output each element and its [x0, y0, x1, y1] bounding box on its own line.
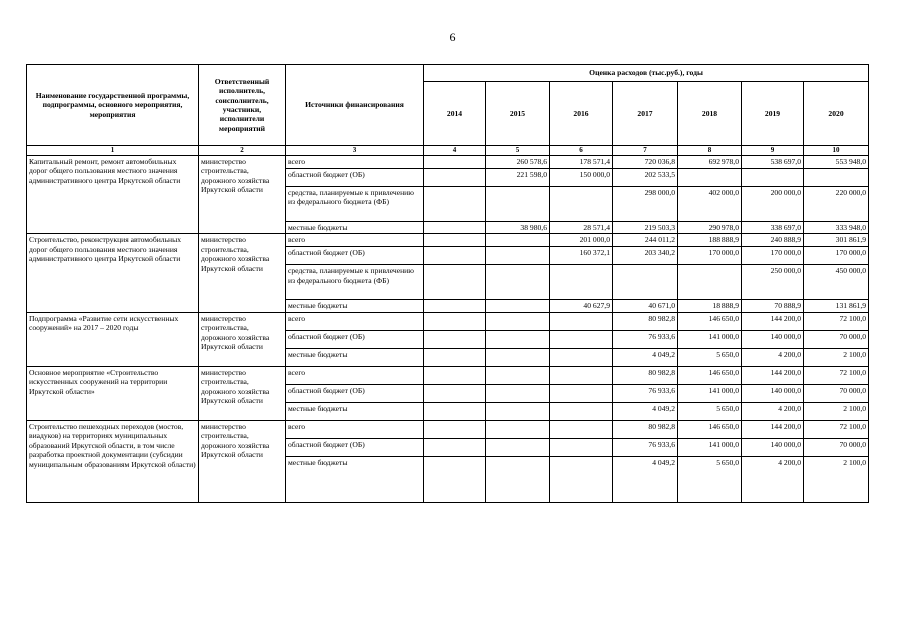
expense-value: 144 200,0 [742, 366, 804, 384]
table-row [27, 420, 869, 438]
expense-value [550, 265, 613, 300]
expense-value [742, 169, 804, 187]
column-number: 4 [424, 146, 486, 156]
expense-value [486, 312, 550, 330]
expense-value [486, 247, 550, 265]
funding-source: областной бюджет (ОБ) [286, 169, 424, 187]
expense-value [550, 312, 613, 330]
expense-value [424, 156, 486, 169]
expense-value [678, 265, 742, 300]
header-estimate: Оценка расходов (тыс.руб.), годы [424, 65, 869, 82]
column-number: 9 [742, 146, 804, 156]
expense-value: 76 933,6 [613, 438, 678, 456]
expense-value: 72 100,0 [804, 366, 869, 384]
responsible-executor: министерство строительства, дорожного хозяйства Иркутской области [199, 420, 286, 502]
expense-value: 70 000,0 [804, 330, 869, 348]
expense-value: 188 888,9 [678, 234, 742, 247]
expense-value [486, 456, 550, 502]
expense-value: 144 200,0 [742, 420, 804, 438]
expense-value [486, 234, 550, 247]
expense-value [424, 366, 486, 384]
expense-value [424, 384, 486, 402]
expense-value: 338 697,0 [742, 222, 804, 234]
expense-value: 203 340,2 [613, 247, 678, 265]
header-responsible: Ответственный исполнитель, соисполнитель, участники, исполнители мероприятий [199, 65, 286, 146]
expense-value [550, 348, 613, 366]
column-number: 7 [613, 146, 678, 156]
expense-value: 4 049,2 [613, 348, 678, 366]
expense-value: 131 861,9 [804, 300, 869, 312]
column-number: 8 [678, 146, 742, 156]
expense-value: 4 049,2 [613, 402, 678, 420]
expense-value [424, 312, 486, 330]
expense-value [550, 402, 613, 420]
funding-source: областной бюджет (ОБ) [286, 330, 424, 348]
expense-value: 28 571,4 [550, 222, 613, 234]
expense-value [550, 420, 613, 438]
funding-source: всего [286, 234, 424, 247]
expense-value: 219 503,3 [613, 222, 678, 234]
expense-value [486, 402, 550, 420]
funding-source: всего [286, 366, 424, 384]
expense-value: 144 200,0 [742, 312, 804, 330]
expense-value: 170 000,0 [678, 247, 742, 265]
funding-source: всего [286, 312, 424, 330]
expense-value [550, 384, 613, 402]
funding-source: областной бюджет (ОБ) [286, 384, 424, 402]
expense-value: 70 000,0 [804, 384, 869, 402]
expense-value: 402 000,0 [678, 187, 742, 222]
table-row [27, 312, 869, 330]
expense-value [424, 222, 486, 234]
expense-value [486, 187, 550, 222]
header-year: 2019 [742, 82, 804, 146]
funding-source: всего [286, 420, 424, 438]
funding-source: местные бюджеты [286, 456, 424, 502]
header-year: 2015 [486, 82, 550, 146]
funding-source: местные бюджеты [286, 222, 424, 234]
funding-source: местные бюджеты [286, 300, 424, 312]
expense-value: 333 948,0 [804, 222, 869, 234]
expense-value: 290 978,0 [678, 222, 742, 234]
responsible-executor: министерство строительства, дорожного хозяйства Иркутской области [199, 156, 286, 234]
expense-value: 2 100,0 [804, 456, 869, 502]
expense-value: 140 000,0 [742, 438, 804, 456]
budget-table [26, 64, 869, 503]
expense-value: 140 000,0 [742, 384, 804, 402]
expense-value [550, 187, 613, 222]
expense-value [424, 438, 486, 456]
expense-value: 4 200,0 [742, 348, 804, 366]
header-year: 2018 [678, 82, 742, 146]
expense-value: 38 980,6 [486, 222, 550, 234]
expense-value [424, 330, 486, 348]
expense-value: 5 650,0 [678, 456, 742, 502]
expense-value: 450 000,0 [804, 265, 869, 300]
program-name: Строительство пешеходных переходов (мостов, виадуков) на территориях муниципальных образований Иркутской области, в том числе разработка проектной документации (субсидии муниципальным образованиям Иркутской области) [27, 420, 199, 502]
expense-value [678, 169, 742, 187]
expense-value [486, 438, 550, 456]
program-name: Строительство, реконструкция автомобильных дорог общего пользования местного значения административного центра Иркутской области [27, 234, 199, 312]
header-name: Наименование государственной программы, подпрограммы, основного мероприятия, мероприятия [27, 65, 199, 146]
column-number: 6 [550, 146, 613, 156]
expense-value [424, 265, 486, 300]
expense-value: 538 697,0 [742, 156, 804, 169]
column-number: 3 [286, 146, 424, 156]
expense-value: 170 000,0 [742, 247, 804, 265]
responsible-executor: министерство строительства, дорожного хозяйства Иркутской области [199, 366, 286, 420]
column-number: 5 [486, 146, 550, 156]
expense-value: 146 650,0 [678, 366, 742, 384]
table-row [27, 366, 869, 384]
expense-value: 244 011,2 [613, 234, 678, 247]
funding-source: средства, планируемые к привлечению из федерального бюджета (ФБ) [286, 187, 424, 222]
expense-value [486, 300, 550, 312]
expense-value: 4 200,0 [742, 402, 804, 420]
table-row [27, 156, 869, 169]
funding-source: областной бюджет (ОБ) [286, 247, 424, 265]
expense-value: 301 861,9 [804, 234, 869, 247]
expense-value [486, 348, 550, 366]
expense-value: 80 982,8 [613, 312, 678, 330]
expense-value: 141 000,0 [678, 384, 742, 402]
expense-value: 70 888,9 [742, 300, 804, 312]
expense-value: 72 100,0 [804, 420, 869, 438]
expense-value: 5 650,0 [678, 348, 742, 366]
expense-value: 80 982,8 [613, 366, 678, 384]
table-row [27, 234, 869, 247]
header-year: 2016 [550, 82, 613, 146]
expense-value [424, 247, 486, 265]
expense-value [424, 169, 486, 187]
header-year: 2017 [613, 82, 678, 146]
expense-value: 146 650,0 [678, 420, 742, 438]
expense-value: 70 000,0 [804, 438, 869, 456]
funding-source: областной бюджет (ОБ) [286, 438, 424, 456]
expense-value [550, 330, 613, 348]
expense-value [424, 300, 486, 312]
funding-source: всего [286, 156, 424, 169]
expense-value: 720 036,8 [613, 156, 678, 169]
funding-source: местные бюджеты [286, 402, 424, 420]
expense-value [424, 348, 486, 366]
responsible-executor: министерство строительства, дорожного хозяйства Иркутской области [199, 234, 286, 312]
column-number: 2 [199, 146, 286, 156]
expense-value: 178 571,4 [550, 156, 613, 169]
expense-value [486, 420, 550, 438]
expense-value [804, 169, 869, 187]
expense-value: 40 627,9 [550, 300, 613, 312]
column-number: 10 [804, 146, 869, 156]
expense-value: 170 000,0 [804, 247, 869, 265]
expense-value [424, 456, 486, 502]
column-number: 1 [27, 146, 199, 156]
expense-value: 200 000,0 [742, 187, 804, 222]
expense-value [486, 384, 550, 402]
expense-value [424, 187, 486, 222]
program-name: Подпрограмма «Развитие сети искусственных сооружений» на 2017 – 2020 годы [27, 312, 199, 366]
header-year: 2020 [804, 82, 869, 146]
expense-value: 298 000,0 [613, 187, 678, 222]
expense-value: 80 982,8 [613, 420, 678, 438]
expense-value: 692 978,0 [678, 156, 742, 169]
expense-value: 202 533,5 [613, 169, 678, 187]
responsible-executor: министерство строительства, дорожного хозяйства Иркутской области [199, 312, 286, 366]
expense-value [424, 402, 486, 420]
expense-value: 18 888,9 [678, 300, 742, 312]
program-name: Основное мероприятие «Строительство искусственных сооружений на территории Иркутской области» [27, 366, 199, 420]
expense-value: 201 000,0 [550, 234, 613, 247]
expense-value: 4 200,0 [742, 456, 804, 502]
expense-value [550, 456, 613, 502]
expense-value [486, 330, 550, 348]
expense-value: 2 100,0 [804, 402, 869, 420]
expense-value [424, 234, 486, 247]
expense-value [486, 366, 550, 384]
expense-value [550, 438, 613, 456]
expense-value: 140 000,0 [742, 330, 804, 348]
expense-value [613, 265, 678, 300]
expense-value: 260 578,6 [486, 156, 550, 169]
expense-value: 72 100,0 [804, 312, 869, 330]
expense-value: 76 933,6 [613, 330, 678, 348]
expense-value: 5 650,0 [678, 402, 742, 420]
expense-value: 221 598,0 [486, 169, 550, 187]
expense-value: 76 933,6 [613, 384, 678, 402]
expense-value: 240 888,9 [742, 234, 804, 247]
expense-value: 160 372,1 [550, 247, 613, 265]
page-number: 6 [449, 30, 456, 44]
header-source: Источники финансирования [286, 65, 424, 146]
expense-value: 146 650,0 [678, 312, 742, 330]
expense-value: 150 000,0 [550, 169, 613, 187]
expense-value: 553 948,0 [804, 156, 869, 169]
expense-value [550, 366, 613, 384]
expense-value: 2 100,0 [804, 348, 869, 366]
funding-source: средства, планируемые к привлечению из федерального бюджета (ФБ) [286, 265, 424, 300]
expense-value: 40 671,0 [613, 300, 678, 312]
expense-value [486, 265, 550, 300]
expense-value: 220 000,0 [804, 187, 869, 222]
expense-value: 141 000,0 [678, 330, 742, 348]
expense-value: 250 000,0 [742, 265, 804, 300]
funding-source: местные бюджеты [286, 348, 424, 366]
expense-value: 141 000,0 [678, 438, 742, 456]
expense-value [424, 420, 486, 438]
header-year: 2014 [424, 82, 486, 146]
program-name: Капитальный ремонт, ремонт автомобильных дорог общего пользования местного значения административного центра Иркутской области [27, 156, 199, 234]
expense-value: 4 049,2 [613, 456, 678, 502]
